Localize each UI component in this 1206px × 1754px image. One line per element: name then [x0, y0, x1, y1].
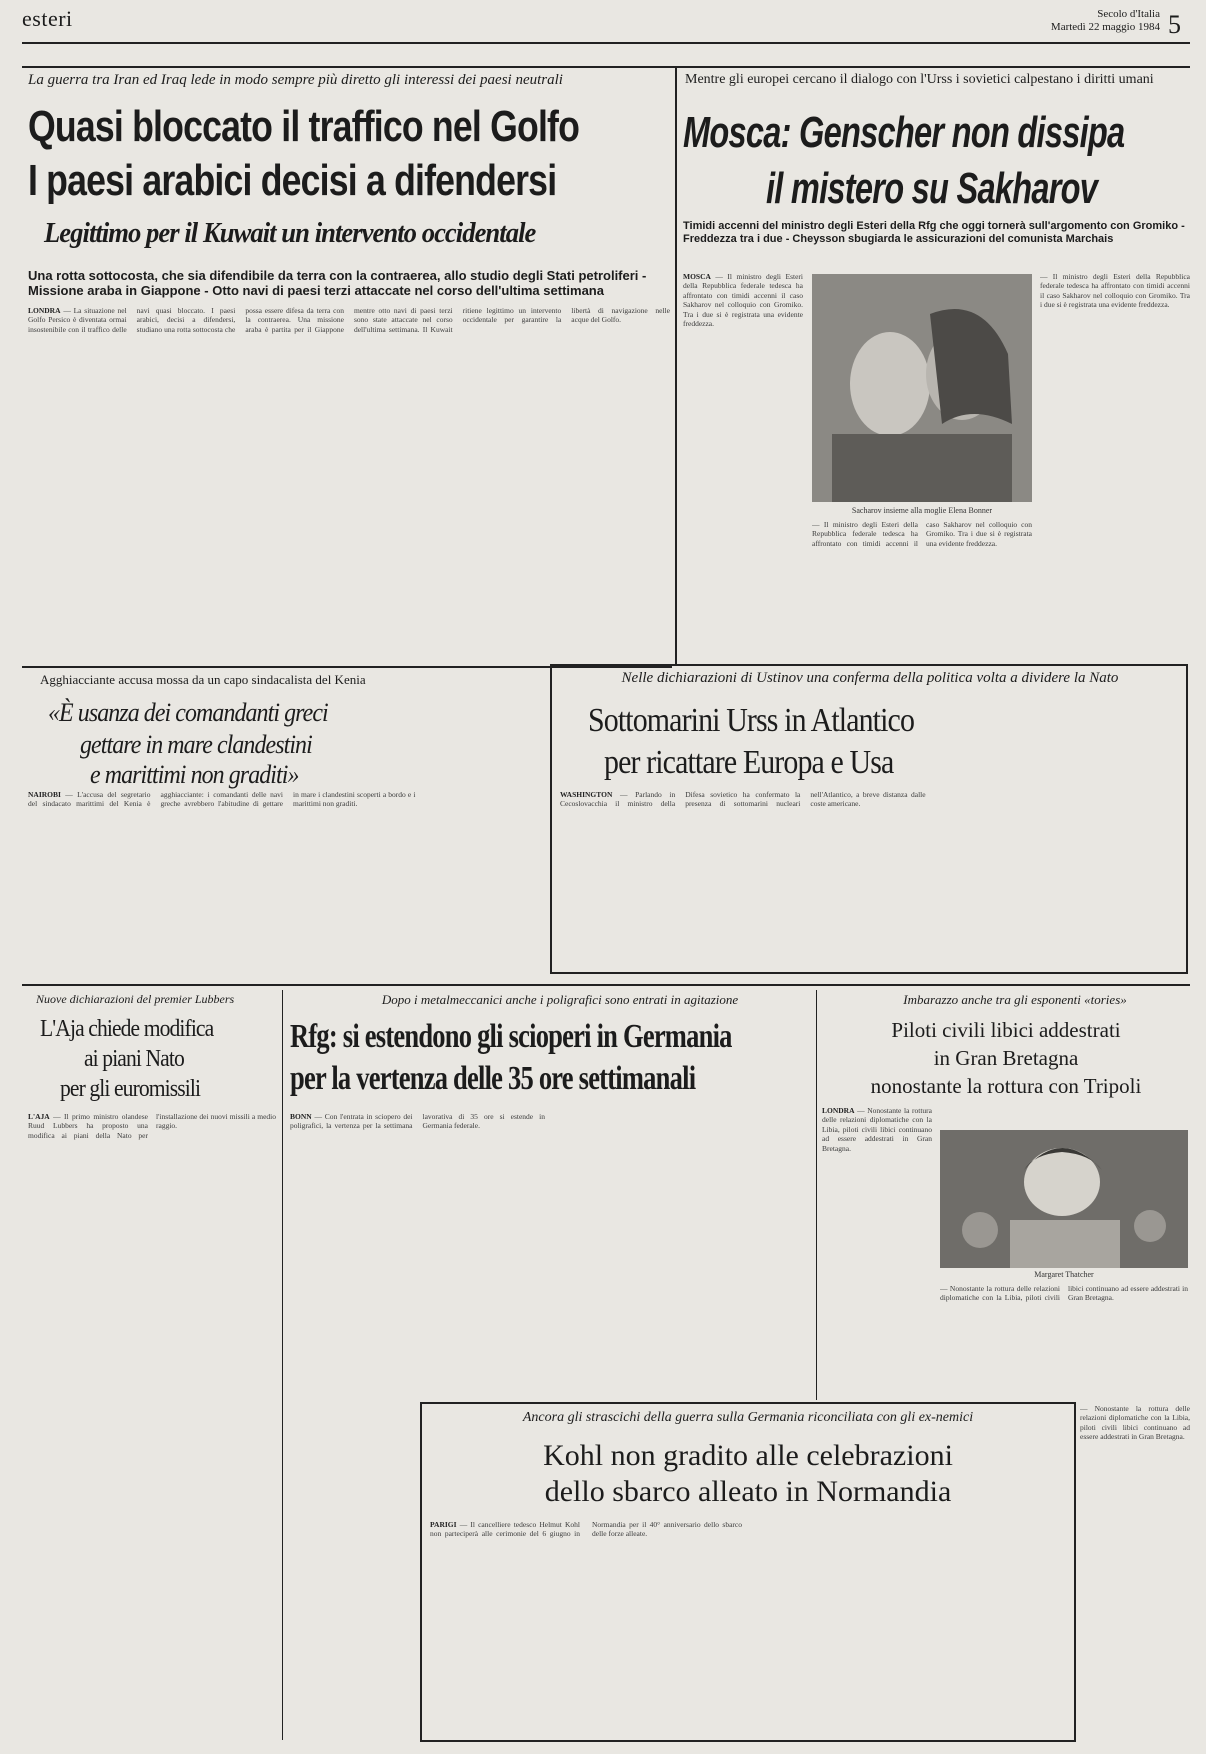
- strikes-dateline: BONN: [290, 1112, 312, 1121]
- greek-dateline: NAIROBI: [28, 790, 61, 799]
- subs-title-2: per ricattare Europa e Usa: [604, 744, 894, 781]
- greek-kicker: Agghiacciante accusa mossa da un capo sindacalista del Kenia: [40, 672, 366, 687]
- gulf-title-2: I paesi arabici decisi a difendersi: [28, 156, 557, 205]
- pilots-body-cont: — Nonostante la rottura delle relazioni diplomatiche con la Libia, piloti civili libici continuano ad essere addestrati in Gran Bretagna.: [940, 1284, 1188, 1303]
- subs-kicker: Nelle dichiarazioni di Ustinov una conferma della politica volta a dividere la Nato: [621, 670, 1119, 686]
- greek-title-2: gettare in mare clandestini: [80, 730, 312, 759]
- issue-date: Martedì 22 maggio 1984: [1050, 21, 1160, 33]
- greek-body: NAIROBI — L'accusa del segretario del sindacato marittimi del Kenia è agghiacciante: i comandanti delle navi greche avrebbero l'abitudine di gettare in mare i clandestini scoperti a bordo e i marittimi non graditi.: [28, 790, 416, 809]
- subs-dateline: WASHINGTON: [560, 790, 613, 799]
- aja-title-3: per gli euromissili: [60, 1076, 201, 1102]
- kohl-kicker: Ancora gli strascichi della guerra sulla Germania riconciliata con gli ex-nemici: [522, 1410, 974, 1425]
- section-label: esteri: [22, 6, 73, 31]
- aja-title-2: ai piani Nato: [84, 1046, 184, 1072]
- gulf-kicker: La guerra tra Iran ed Iraq lede in modo sempre più diretto gli interessi dei paesi neutrali: [28, 72, 563, 88]
- pilots-body: LONDRA — Nonostante la rottura delle relazioni diplomatiche con la Libia, piloti civili libici continuano ad essere addestrati in Gran Bretagna.: [822, 1106, 932, 1153]
- sakharov-title-1: Mosca: Genscher non dissipa: [683, 108, 1125, 157]
- pilots-headline: [822, 1016, 1190, 1100]
- kohl-headline: [430, 1438, 1066, 1510]
- gulf-dateline: LONDRA: [28, 306, 61, 315]
- greek-title-1: «È usanza dei comandanti greci: [48, 698, 328, 727]
- strikes-title-1: Rfg: si estendono gli scioperi in Germania: [290, 1018, 732, 1055]
- thatcher-photo-image: [940, 1130, 1188, 1268]
- kohl-body: PARIGI — Il cancelliere tedesco Helmut Kohl non parteciperà alle cerimonie del 6 giugno in Normandia per il 40° anniversario dello sbarco delle forze alleate.: [430, 1520, 742, 1539]
- sakharov-dateline: MOSCA: [683, 272, 711, 281]
- pilots-body-right: — Nonostante la rottura delle relazioni diplomatiche con la Libia, piloti civili libici continuano ad essere addestrati in Gran Bretagna.: [1080, 1404, 1190, 1442]
- strikes-body: BONN — Con l'entrata in sciopero dei poligrafici, la vertenza per la settimana lavorativa di 35 ore si estende in Germania federale.: [290, 1112, 545, 1131]
- kohl-dateline: PARIGI: [430, 1520, 457, 1529]
- gulf-summary: Una rotta sottocosta, che sia difendibile da terra con la contraerea, allo studio degli Stati petroliferi - Missione araba in Giappone - Otto navi di paesi terzi attaccate nel corso dell'ultima settimana: [28, 268, 647, 298]
- pilots-title-3: nonostante la rottura con Tripoli: [870, 1074, 1142, 1098]
- aja-kicker: Nuove dichiarazioni del premier Lubbers: [36, 992, 235, 1006]
- sakharov-body-cont: — Il ministro degli Esteri della Repubblica federale tedesca ha affrontato con timidi accenni il caso Sakharov nel colloquio con Gromiko. Tra i due si è registrata una evidente freddezza.: [812, 520, 1032, 548]
- pilots-title-2: in Gran Bretagna: [933, 1046, 1079, 1070]
- masthead-info: [1000, 8, 1160, 34]
- strikes-title-2: per la vertenza delle 35 ore settimanali: [290, 1060, 696, 1097]
- aja-body: L'AJA — Il primo ministro olandese Ruud Lubbers ha proposto una modifica ai piani della Nato per l'installazione dei nuovi missili a medio raggio.: [28, 1112, 276, 1140]
- gulf-body: LONDRA — La situazione nel Golfo Persico è diventata ormai insostenibile con il traffico delle navi quasi bloccato. I paesi arabici, decisi a difendersi, studiano una rotta sottocosta che possa essere difesa da terra con la contraerea. Una missione araba è partita per il Giappone mentre otto navi di paesi terzi sono state attaccate nel corso dell'ultima settimana. Il Kuwait ritiene legittimo un intervento occidentale per garantire la libertà di navigazione nelle acque del Golfo.: [28, 306, 670, 334]
- aja-title-1: L'Aja chiede modifica: [40, 1016, 214, 1042]
- greek-title-3: e marittimi non graditi»: [90, 760, 299, 789]
- strikes-kicker: Dopo i metalmeccanici anche i poligrafici sono entrati in agitazione: [381, 992, 739, 1007]
- sakharov-body: MOSCA — Il ministro degli Esteri della Repubblica federale tedesca ha affrontato con timidi accenni il caso Sakharov nel colloquio con Gromiko. Tra i due si è registrata una evidente freddezza.: [683, 272, 803, 329]
- sakharov-photo-caption: Sacharov insieme alla moglie Elena Bonner: [851, 506, 993, 515]
- paper-name: Secolo d'Italia: [1097, 8, 1160, 20]
- sakharov-summary: Timidi accenni del ministro degli Esteri della Rfg che oggi tornerà sull'argomento con Gromiko - Freddezza tra i due - Cheysson sbugiarda le assicurazioni del comunista Marchais: [683, 220, 1185, 245]
- subs-title-1: Sottomarini Urss in Atlantico: [588, 702, 915, 739]
- subs-body: WASHINGTON — Parlando in Cecoslovacchia il ministro della Difesa sovietico ha confermato la presenza di sottomarini nucleari nell'Atlantico, a breve distanza dalle coste americane.: [560, 790, 926, 809]
- pilots-title-1: Piloti civili libici addestrati: [891, 1018, 1121, 1042]
- sakharov-kicker: Mentre gli europei cercano il dialogo con l'Urss i sovietici calpestano i diritti umani: [685, 72, 1154, 87]
- pilots-dateline: LONDRA: [822, 1106, 855, 1115]
- thatcher-photo-caption: Margaret Thatcher: [1034, 1270, 1094, 1279]
- page-number: 5: [1168, 10, 1181, 39]
- sakharov-photo: [812, 274, 1032, 502]
- sakharov-body-right: — Il ministro degli Esteri della Repubblica federale tedesca ha affrontato con timidi accenni il caso Sakharov nel colloquio con Gromiko. Tra i due si è registrata una evidente freddezza.: [1040, 272, 1190, 310]
- sakharov-photo-image: [812, 274, 1032, 502]
- gulf-title-1: Quasi bloccato il traffico nel Golfo: [28, 102, 580, 151]
- sakharov-title-2: il mistero su Sakharov: [766, 164, 1098, 213]
- thatcher-photo: [940, 1130, 1188, 1268]
- aja-dateline: L'AJA: [28, 1112, 50, 1121]
- kohl-title-2: dello sbarco alleato in Normandia: [544, 1475, 952, 1508]
- gulf-subtitle: Legittimo per il Kuwait un intervento occidentale: [44, 218, 536, 249]
- pilots-kicker: Imbarazzo anche tra gli esponenti «tories»: [903, 992, 1127, 1007]
- kohl-title-1: Kohl non gradito alle celebrazioni: [543, 1439, 953, 1472]
